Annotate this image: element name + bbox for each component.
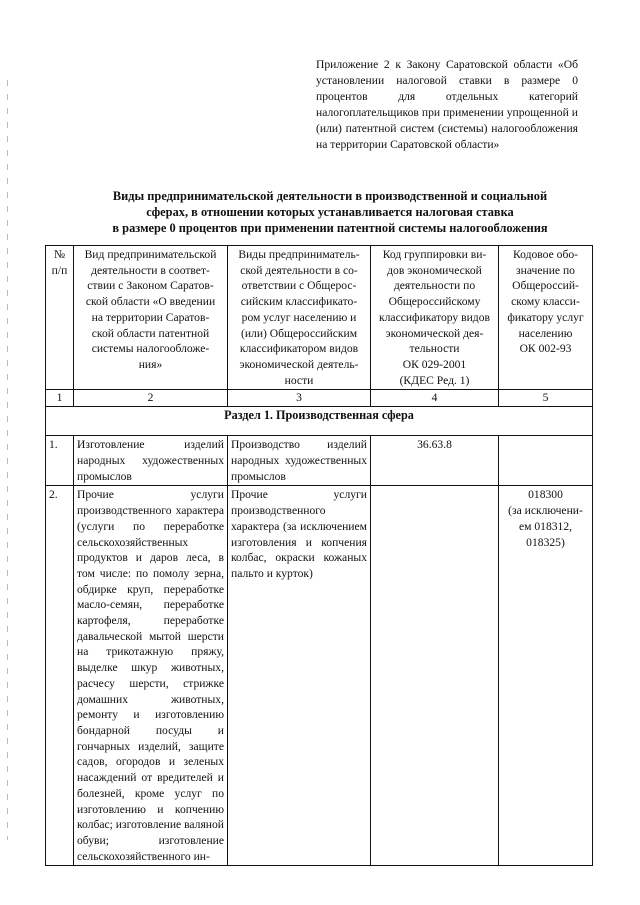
title-line-2: сферах, в отношении которых устанавливается налоговая ставка — [146, 205, 514, 219]
section-row — [46, 407, 593, 436]
appendix-note: Приложение 2 к Закону Саратовской области «Об установлении налоговой ставки в размере 0 процентов для отдельных категорий налогоплательщиков при применении упрощенной и (или) патентной систем (системы) налогообложения на территории Саратовской области» — [316, 58, 578, 151]
table-row — [46, 436, 593, 486]
table-row — [46, 486, 593, 866]
title-line-1: Виды предпринимательской деятельности в производственной и социальной — [112, 189, 548, 203]
okun-activity-cell: Прочие услуги производственного характера (за исключением изготовления и копчения колбас, окраски кожаных пальто и курток) — [228, 486, 371, 866]
header-cell: Код группировки ви- дов экономической деятельности по Общероссийскому классификатору видов экономической дея- тельности ОК 029-2001 (КДЕС Ред. 1) — [371, 246, 499, 390]
okun-activity-cell: Производство изделий народных художественных промыслов — [228, 436, 371, 486]
column-number: 3 — [228, 390, 371, 407]
column-number-row — [46, 390, 593, 407]
header-cell: Кодовое обо- значение по Общероссий- скому класси- фикатору услуг населению ОК 002-93 — [499, 246, 593, 390]
okun-code-cell — [499, 436, 593, 486]
column-number: 2 — [74, 390, 228, 407]
okved-code-cell — [371, 486, 499, 866]
section-title: Раздел 1. Производственная сфера — [46, 407, 593, 436]
title-line-3: в размере 0 процентов при применении патентной системы налогообложения — [112, 221, 548, 235]
column-number: 1 — [46, 390, 74, 407]
header-cell: № п/п — [46, 246, 74, 390]
activities-table — [45, 245, 593, 866]
column-number: 4 — [371, 390, 499, 407]
header-cell: Виды предприниматель- ской деятельности в со- ответствии с Общерос- сийским классификато- ром услуг населению и (или) Общероссийским классификатором видов экономической деятель- ности — [228, 246, 371, 390]
header-cell: Вид предпринимательской деятельности в соответ- ствии с Законом Саратов- ской области «О введении на территории Саратов- ской области патентной системы налогообложе- ния» — [74, 246, 228, 390]
activity-cell: Изготовление изделий народных художественных промыслов — [74, 436, 228, 486]
scan-edge-artifact — [7, 80, 8, 840]
document-title — [60, 188, 600, 236]
okun-code-cell: 018300 (за исключени- ем 018312, 018325) — [499, 486, 593, 866]
row-number: 1. — [46, 436, 74, 486]
activity-cell: Прочие услуги производственного характера (услуги по переработке сельскохозяйственных продуктов и даров леса, в том числе: по помолу зерна, обдирке круп, переработке масло-семян, переработке картофеля, переработке давальческой мытой шерсти на трикотажную пряжу, выделке шкур животных, расчесу шерсти, стрижке домашних животных, ремонту и изготовлению бондарной посуды и гончарных изделий, защите садов, огородов и зеленых насаждений от вредителей и болезней, кроме услуг по изготовлению и копчению колбас; изготовление валяной обуви; изготовление сельскохозяйственного ин- — [74, 486, 228, 866]
okved-code-cell: 36.63.8 — [371, 436, 499, 486]
table-header-row — [46, 246, 593, 390]
row-number: 2. — [46, 486, 74, 866]
column-number: 5 — [499, 390, 593, 407]
